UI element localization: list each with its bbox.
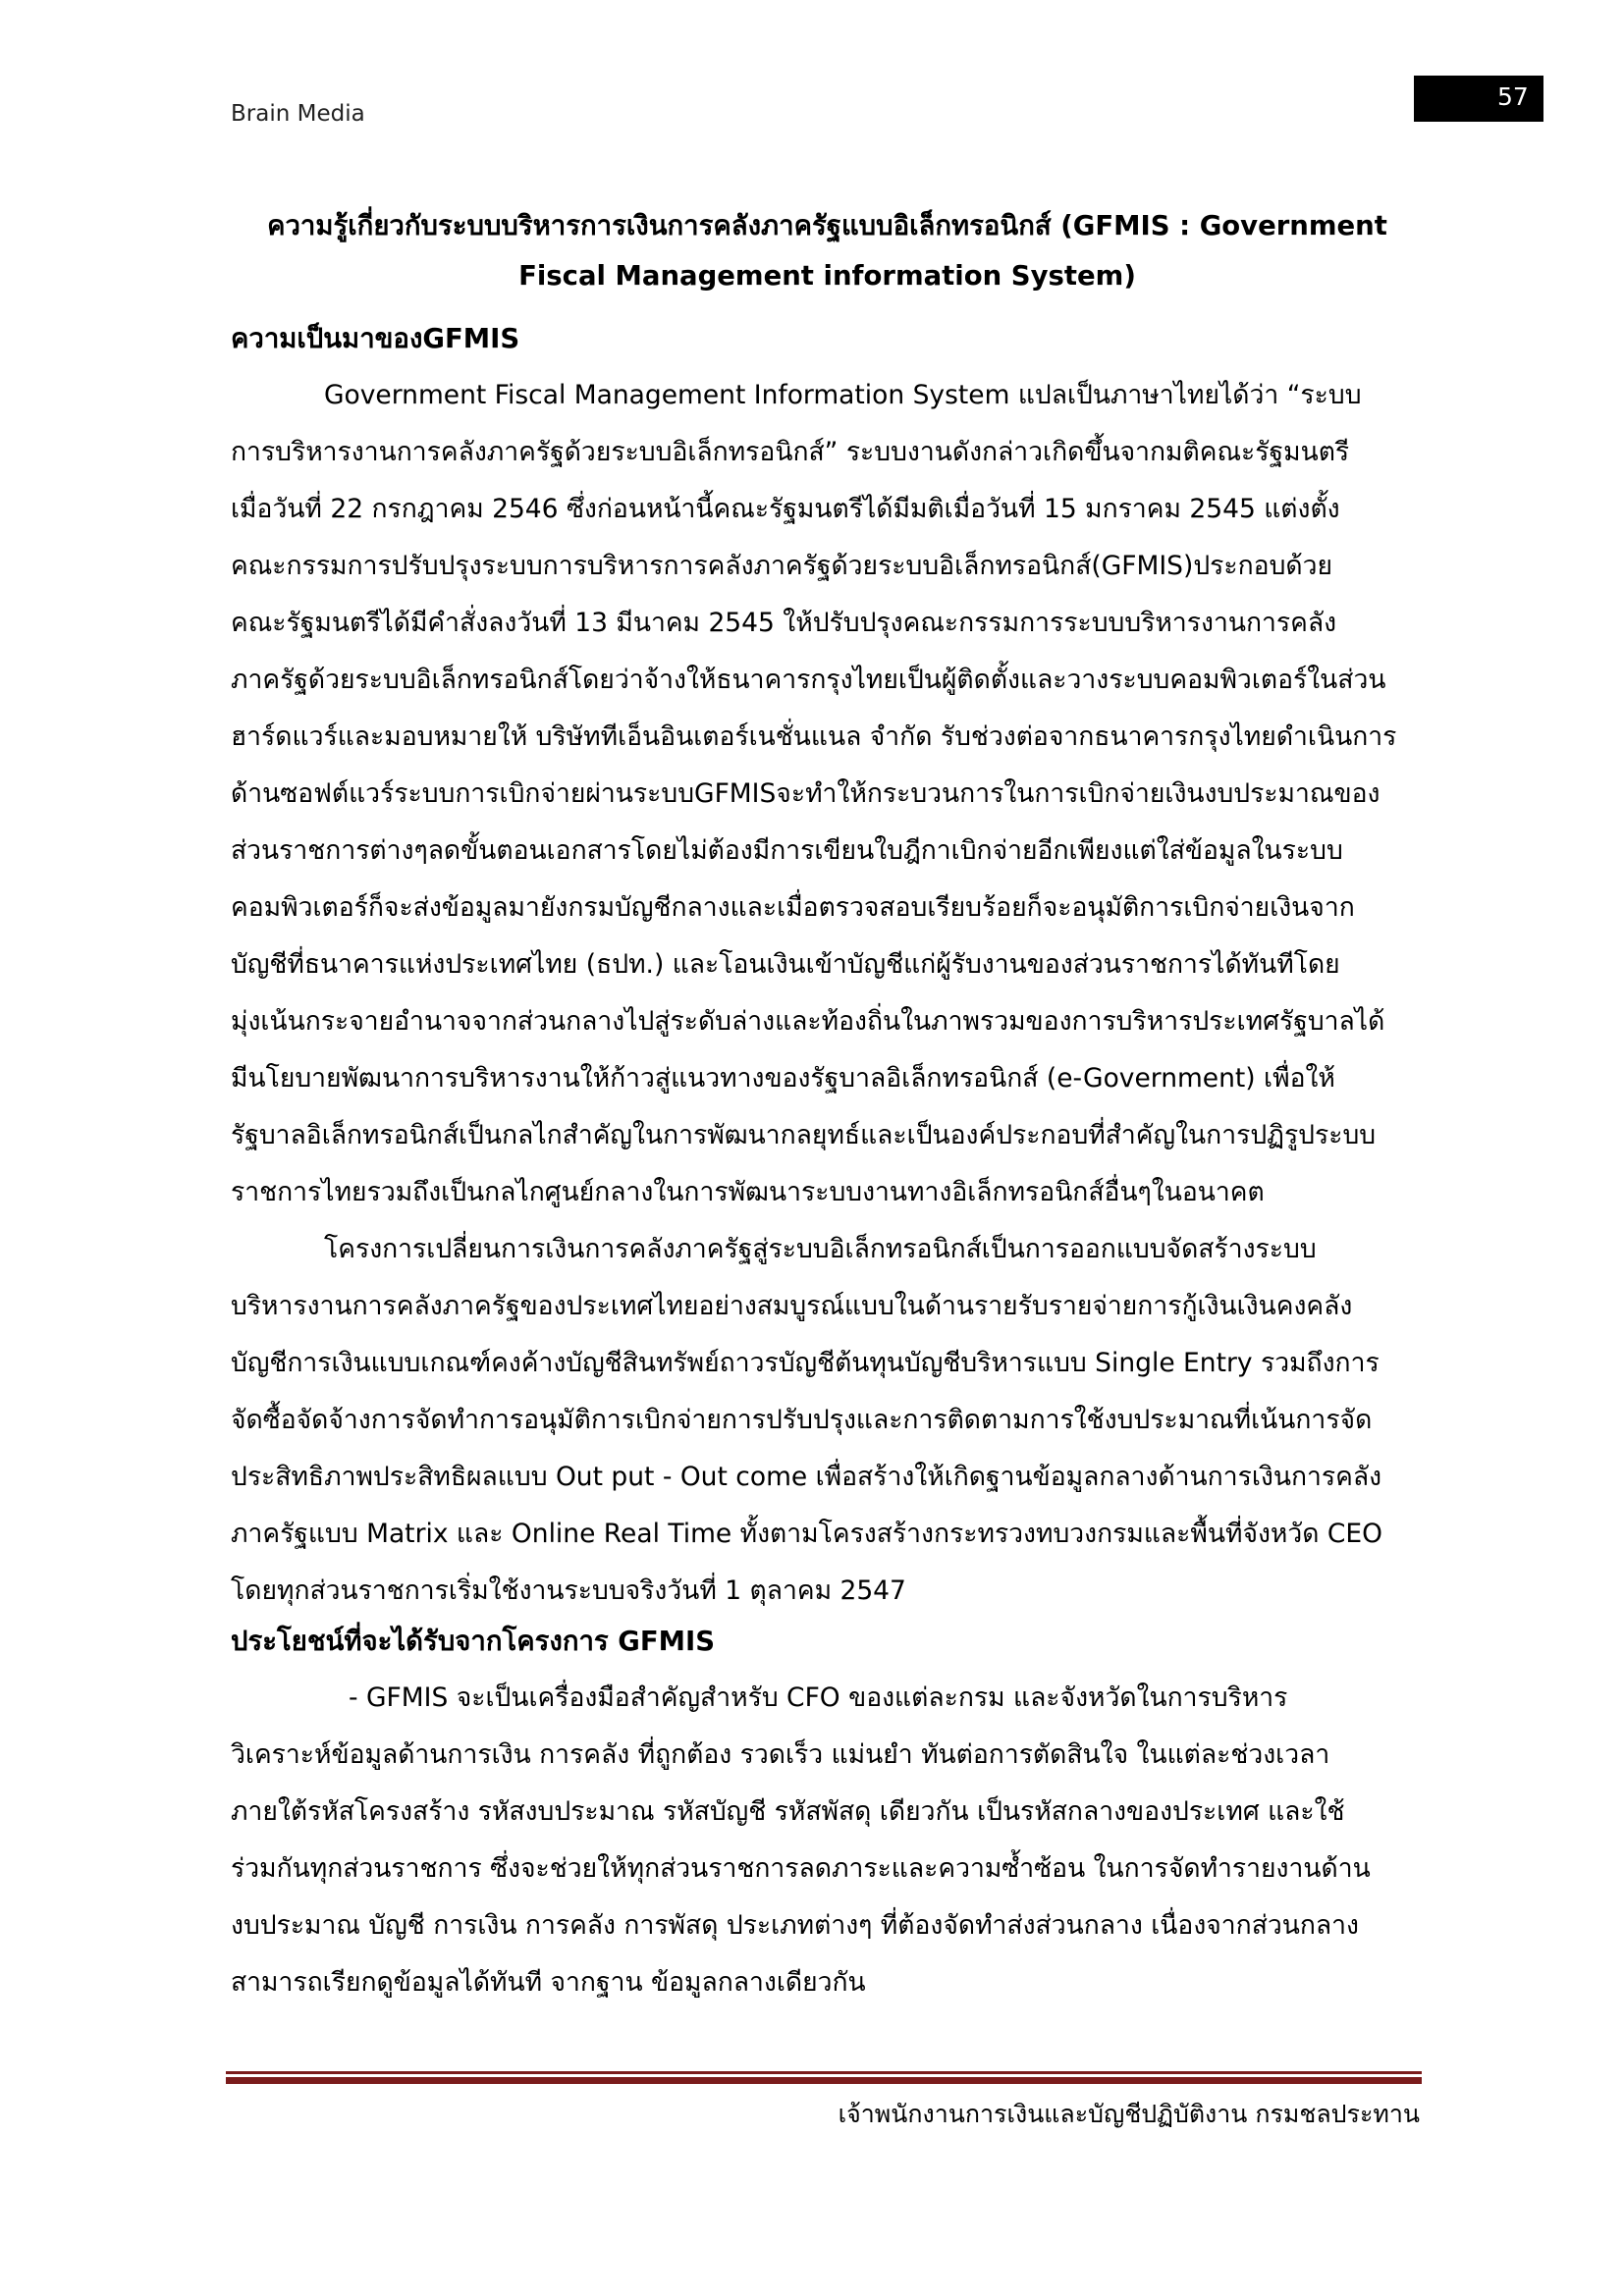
footer-divider xyxy=(226,2071,1422,2084)
paragraph-line: ภาครัฐแบบ Matrix และ Online Real Time ทั้งตามโครงสร้างกระทรวงทบวงกรมและพื้นที่จังหวัด CEO xyxy=(231,1519,1383,1549)
footer-text: เจ้าพนักงานการเงินและบัญชีปฏิบัติงาน กรมชลประทาน xyxy=(838,2100,1420,2128)
paragraph-line: คอมพิวเตอร์ก็จะส่งข้อมูลมายังกรมบัญชีกลางและเมื่อตรวจสอบเรียบร้อยก็จะอนุมัติการเบิกจ่ายเงินจาก xyxy=(231,892,1355,923)
paragraph-line: ส่วนราชการต่างๆลดขั้นตอนเอกสารโดยไม่ต้องมีการเขียนใบฎีกาเบิกจ่ายอีกเพียงแต่ใส่ข้อมูลในระบบ xyxy=(231,835,1343,866)
paragraph-line: มุ่งเน้นกระจายอำนาจจากส่วนกลางไปสู่ระดับล่างและท้องถิ่นในภาพรวมของการบริหารประเทศรัฐบาลได้ xyxy=(231,1006,1385,1037)
section-heading-benefits: ประโยชน์ที่จะได้รับจากโครงการ GFMIS xyxy=(231,1626,716,1657)
paragraph-line: ร่วมกันทุกส่วนราชการ ซึ่งจะช่วยให้ทุกส่วนราชการลดภาระและความซ้ำซ้อน ในการจัดทำรายงานด้าน xyxy=(231,1853,1371,1884)
paragraph-line: มีนโยบายพัฒนาการบริหารงานให้ก้าวสู่แนวทางของรัฐบาลอิเล็กทรอนิกส์ (e-Government) เพื่อให้ xyxy=(231,1063,1335,1094)
paragraph-line: โดยทุกส่วนราชการเริ่มใช้งานระบบจริงวันที่ 1 ตุลาคม 2547 xyxy=(231,1575,906,1606)
paragraph-line: บัญชีการเงินแบบเกณฑ์คงค้างบัญชีสินทรัพย์ถาวรบัญชีต้นทุนบัญชีบริหารแบบ Single Entry รวมถึงการ xyxy=(231,1348,1380,1378)
paragraph-line: ภาครัฐด้วยระบบอิเล็กทรอนิกส์โดยว่าจ้างให้ธนาคารกรุงไทยเป็นผู้ติดตั้งและวางระบบคอมพิวเตอร์ในส่วน xyxy=(231,665,1386,695)
paragraph-line: สามารถเรียกดูข้อมูลได้ทันที จากฐาน ข้อมูลกลางเดียวกัน xyxy=(231,1967,866,1998)
paragraph-line: ประสิทธิภาพประสิทธิผลแบบ Out put - Out come เพื่อสร้างให้เกิดฐานข้อมูลกลางด้านการเงินการคลัง xyxy=(231,1462,1382,1492)
paragraph-line: บัญชีที่ธนาคารแห่งประเทศไทย (ธปท.) และโอนเงินเข้าบัญชีแก่ผู้รับงานของส่วนราชการได้ทันทีโดย xyxy=(231,949,1340,980)
paragraph-line: วิเคราะห์ข้อมูลด้านการเงิน การคลัง ที่ถูกต้อง รวดเร็ว แม่นยำ ทันต่อการตัดสินใจ ในแต่ละช่วงเวลา xyxy=(231,1739,1330,1770)
paragraph-line: ฮาร์ดแวร์และมอบหมายให้ บริษัททีเอ็นอินเตอร์เนชั่นแนล จำกัด รับช่วงต่อจากธนาคารกรุงไทยดำเนินการ xyxy=(231,721,1397,752)
paragraph-line: จัดซื้อจัดจ้างการจัดทำการอนุมัติการเบิกจ่ายการปรับปรุงและการติดตามการใช้งบประมาณที่เน้นการจัด xyxy=(231,1405,1373,1435)
footer-divider-thick xyxy=(226,2077,1422,2084)
paragraph-line: โครงการเปลี่ยนการเงินการคลังภาครัฐสู่ระบบอิเล็กทรอนิกส์เป็นการออกแบบจัดสร้างระบบ xyxy=(324,1234,1317,1264)
paragraph-line: ด้านซอฟต์แวร์ระบบการเบิกจ่ายผ่านระบบGFMISจะทำให้กระบวนการในการเบิกจ่ายเงินงบประมาณของ xyxy=(231,778,1380,809)
paragraph-line: บริหารงานการคลังภาครัฐของประเทศไทยอย่างสมบูรณ์แบบในด้านรายรับรายจ่ายการกู้เงินเงินคงคลัง xyxy=(231,1291,1353,1321)
paragraph-line: ราชการไทยรวมถึงเป็นกลไกศูนย์กลางในการพัฒนาระบบงานทางอิเล็กทรอนิกส์อื่นๆในอนาคต xyxy=(231,1177,1265,1207)
paragraph-line: การบริหารงานการคลังภาครัฐด้วยระบบอิเล็กทรอนิกส์” ระบบงานดังกล่าวเกิดขึ้นจากมติคณะรัฐมนตรี xyxy=(231,437,1350,467)
page-number: 57 xyxy=(1497,82,1529,111)
paragraph-line: เมื่อวันที่ 22 กรกฎาคม 2546 ซึ่งก่อนหน้านี้คณะรัฐมนตรีได้มีมติเมื่อวันที่ 15 มกราคม 2545 แต่งตั้ง xyxy=(231,494,1340,524)
paragraph-line: คณะกรรมการปรับปรุงระบบการบริหารการคลังภาครัฐด้วยระบบอิเล็กทรอนิกส์(GFMIS)ประกอบด้วย xyxy=(231,551,1333,581)
paragraph-line: ภายใต้รหัสโครงสร้าง รหัสงบประมาณ รหัสบัญชี รหัสพัสดุ เดียวกัน เป็นรหัสกลางของประเทศ และใช้ xyxy=(231,1796,1345,1827)
paragraph-line: - GFMIS จะเป็นเครื่องมือสำคัญสำหรับ CFO ของแต่ละกรม และจังหวัดในการบริหาร xyxy=(349,1682,1288,1713)
document-title-line-2: Fiscal Management information System) xyxy=(518,260,1136,292)
paragraph-line: งบประมาณ บัญชี การเงิน การคลัง การพัสดุ ประเภทต่างๆ ที่ต้องจัดทำส่งส่วนกลาง เนื่องจากส่วนกลาง xyxy=(231,1910,1359,1941)
section-heading-background: ความเป็นมาของGFMIS xyxy=(231,323,520,354)
document-title-line-1: ความรู้เกี่ยวกับระบบบริหารการเงินการคลังภาครัฐแบบอิเล็กทรอนิกส์ (GFMIS : Government xyxy=(267,210,1387,241)
paragraph-line: คณะรัฐมนตรีได้มีคำสั่งลงวันที่ 13 มีนาคม 2545 ให้ปรับปรุงคณะกรรมการระบบบริหารงานการคลัง xyxy=(231,608,1337,638)
footer-divider-thin xyxy=(226,2071,1422,2074)
paragraph-line: Government Fiscal Management Information System แปลเป็นภาษาไทยได้ว่า “ระบบ xyxy=(324,380,1362,410)
brand-label: Brain Media xyxy=(231,101,365,127)
paragraph-line: รัฐบาลอิเล็กทรอนิกส์เป็นกลไกสำคัญในการพัฒนากลยุทธ์และเป็นองค์ประกอบที่สำคัญในการปฏิรูประบบ xyxy=(231,1120,1377,1150)
